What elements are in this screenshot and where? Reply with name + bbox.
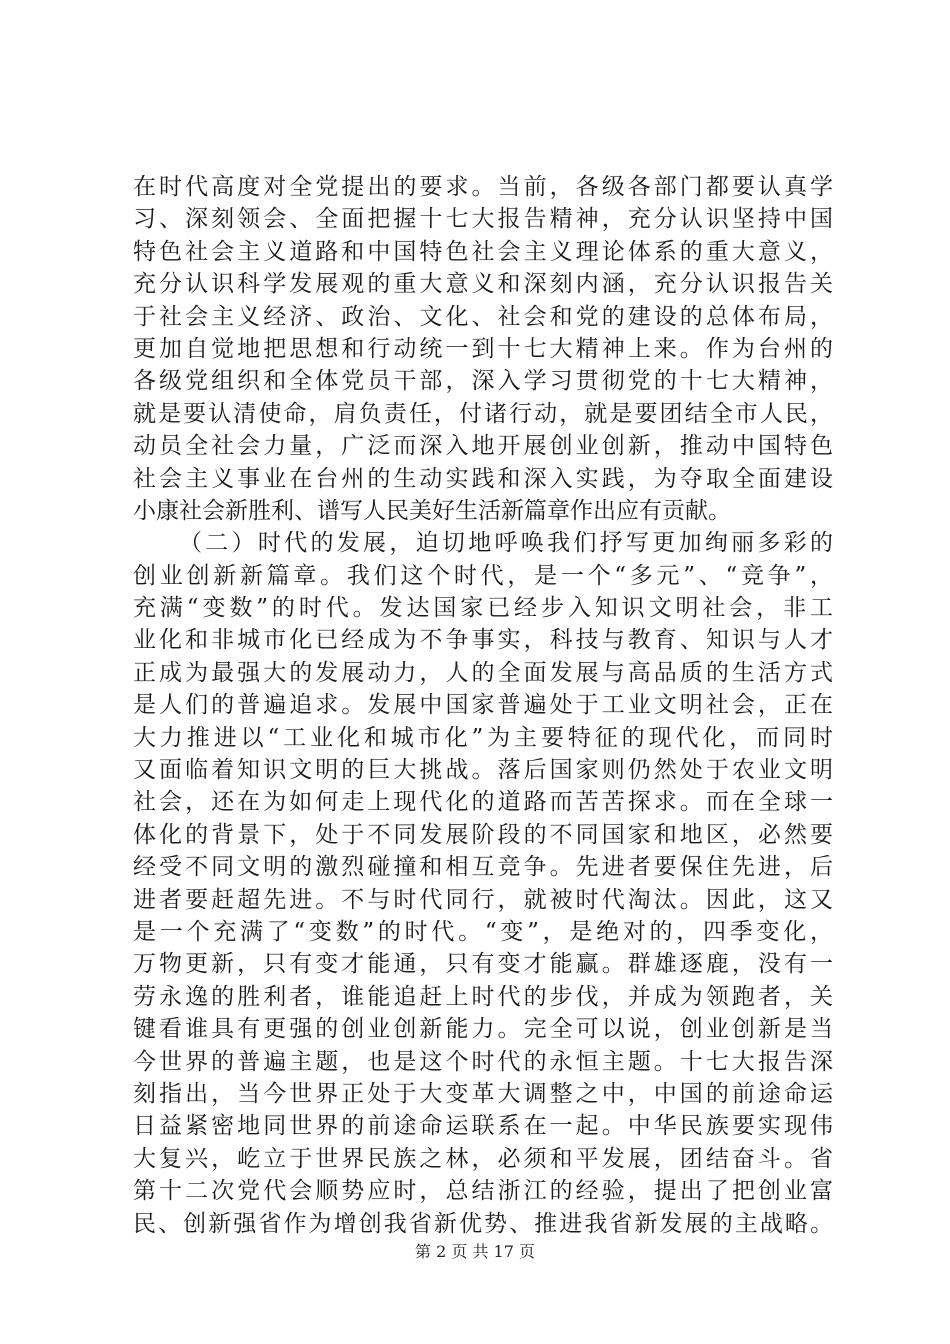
text-line: 刻指出，当今世界正处于大变革大调整之中，中国的前途命运 xyxy=(133,1080,833,1107)
text-line: 大复兴，屹立于世界民族之林，必须和平发展，团结奋斗。省 xyxy=(133,1145,833,1172)
text-line: 正成为最强大的发展动力，人的全面发展与高品质的生活方式 xyxy=(133,659,833,686)
text-line: 充分认识科学发展观的重大意义和深刻内涵，充分认识报告关 xyxy=(133,271,833,298)
text-line: 动员全社会力量，广泛而深入地开展创业创新，推动中国特色 xyxy=(133,433,833,460)
text-line: 体化的背景下，处于不同发展阶段的不同国家和地区，必然要 xyxy=(133,821,833,848)
paragraph-start-line: （二）时代的发展，迫切地呼唤我们抒写更加绚丽多彩的 xyxy=(179,530,833,557)
text-line: 在时代高度对全党提出的要求。当前，各级各部门都要认真学 xyxy=(133,174,833,200)
text-line: 是人们的普遍追求。发展中国家普遍处于工业文明社会，正在 xyxy=(133,692,833,719)
text-line: 万物更新，只有变才能通，只有变才能赢。群雄逐鹿，没有一 xyxy=(133,951,833,978)
text-line: 业化和非城市化已经成为不争事实，科技与教育、知识与人才 xyxy=(133,627,833,654)
text-line: 充满“变数”的时代。发达国家已经步入知识文明社会，非工 xyxy=(133,595,833,622)
text-line: 大力推进以“工业化和城市化”为主要特征的现代化，而同时 xyxy=(133,724,833,751)
text-line: 小康社会新胜利、谱写人民美好生活新篇章作出应有贡献。 xyxy=(133,497,731,524)
page-number-footer: 第 2 页 共 17 页 xyxy=(415,1242,535,1261)
text-line: 习、深刻领会、全面把握十七大报告精神，充分认识坚持中国 xyxy=(133,206,833,233)
text-line: 民、创新强省作为增创我省新优势、推进我省新发展的主战略。 xyxy=(133,1210,833,1237)
text-line: 社会，还在为如何走上现代化的道路而苦苦探求。而在全球一 xyxy=(133,789,833,816)
text-line: 更加自觉地把思想和行动统一到十七大精神上来。作为台州的 xyxy=(133,335,833,362)
text-line: 各级党组织和全体党员干部，深入学习贯彻党的十七大精神， xyxy=(133,368,833,395)
text-line: 特色社会主义道路和中国特色社会主义理论体系的重大意义， xyxy=(133,238,833,265)
body-text xyxy=(133,171,833,1240)
text-line: 于社会主义经济、政治、文化、社会和党的建设的总体布局， xyxy=(133,303,833,330)
text-line: 劳永逸的胜利者，谁能追赶上时代的步伐，并成为领跑者，关 xyxy=(133,983,833,1010)
text-line: 经受不同文明的激烈碰撞和相互竞争。先进者要保住先进，后 xyxy=(133,854,833,881)
text-line: 进者要赶超先进。不与时代同行，就被时代淘汰。因此，这又 xyxy=(133,886,833,913)
text-line: 第十二次党代会顺势应时，总结浙江的经验，提出了把创业富 xyxy=(133,1178,833,1205)
text-line: 是一个充满了“变数”的时代。“变”，是绝对的，四季变化， xyxy=(133,918,833,945)
text-line: 社会主义事业在台州的生动实践和深入实践，为夺取全面建设 xyxy=(133,465,833,492)
text-line: 就是要认清使命，肩负责任，付诸行动，就是要团结全市人民， xyxy=(133,400,833,427)
text-line: 键看谁具有更强的创业创新能力。完全可以说，创业创新是当 xyxy=(133,1016,833,1043)
text-line: 今世界的普遍主题，也是这个时代的永恒主题。十七大报告深 xyxy=(133,1048,833,1075)
text-line: 创业创新新篇章。我们这个时代，是一个“多元”、“竞争”， xyxy=(133,562,833,589)
text-line: 日益紧密地同世界的前途命运联系在一起。中华民族要实现伟 xyxy=(133,1113,833,1140)
text-line: 又面临着知识文明的巨大挑战。落后国家则仍然处于农业文明 xyxy=(133,757,833,784)
